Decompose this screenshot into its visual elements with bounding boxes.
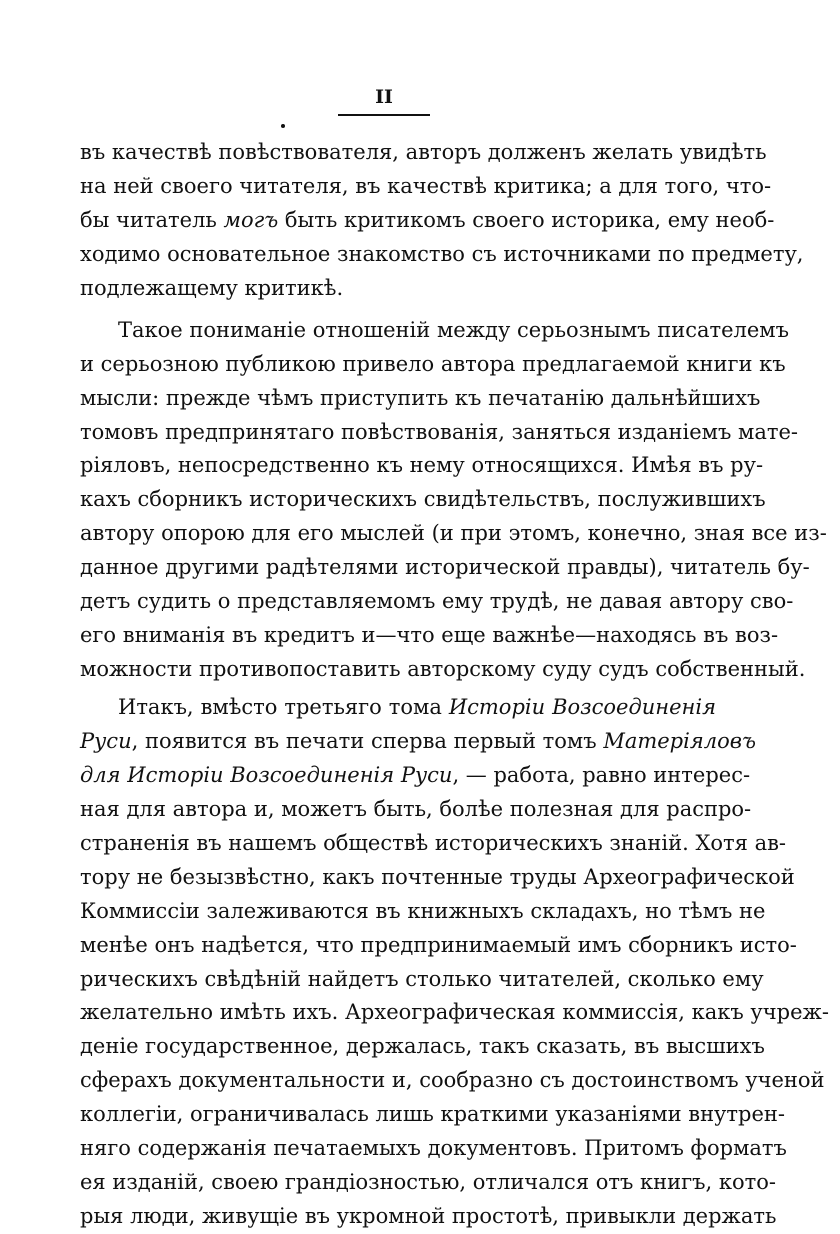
text-line: детъ судить о представляемомъ ему трудѣ, не давая автору сво- bbox=[80, 589, 794, 614]
text-line: Такое пониманіе отношеній между серьознымъ писателемъ bbox=[118, 317, 790, 342]
text-line: мысли: прежде чѣмъ приступить къ печатанію дальнѣйшихъ bbox=[80, 385, 761, 410]
text-line: ная для автора и, можетъ быть, болѣе полезная для распро- bbox=[80, 796, 752, 821]
text-line: ея изданій, своею грандіозностью, отличался отъ книгъ, кото- bbox=[80, 1170, 776, 1195]
page-header bbox=[338, 86, 430, 108]
text-line: можности противопоставить авторскому суду судъ собственный. bbox=[80, 657, 806, 682]
text-line: подлежащему критикѣ. bbox=[80, 275, 344, 300]
header-rule bbox=[338, 114, 430, 116]
text-line: желательно имѣть ихъ. Археографическая коммиссія, какъ учреж- bbox=[80, 1000, 829, 1025]
text-line: Руси, появится въ печати сперва первый томъ Матеріяловъ bbox=[80, 728, 756, 753]
ink-dot bbox=[281, 124, 285, 128]
text-line: тору не безызвѣстно, какъ почтенные труды Археографической bbox=[80, 864, 795, 889]
page-number: II bbox=[375, 86, 393, 108]
text-line: его вниманія въ кредитъ и—что еще важнѣе—находясь въ воз- bbox=[80, 623, 779, 648]
text-line: менѣе онъ надѣется, что предпринимаемый имъ сборникъ исто- bbox=[80, 932, 797, 957]
text-line: для Исторіи Возсоединенія Руси, — работа, равно интерес- bbox=[80, 762, 751, 787]
text-line: ріяловъ, непосредственно къ нему относящихся. Имѣя въ ру- bbox=[80, 453, 764, 478]
text-line: рическихъ свѣдѣній найдетъ столько читателей, сколько ему bbox=[80, 966, 764, 991]
paragraph-gap bbox=[80, 306, 716, 314]
text-line: бы читатель могъ быть критикомъ своего историка, ему необ- bbox=[80, 207, 775, 232]
text-line: автору опорою для его мыслей (и при этомъ, конечно, зная все из- bbox=[80, 521, 827, 546]
text-line: страненія въ нашемъ обществѣ историческихъ знаній. Хотя ав- bbox=[80, 830, 787, 855]
text-line: няго содержанія печатаемыхъ документовъ. Притомъ форматъ bbox=[80, 1136, 787, 1161]
text-line: томовъ предпринятаго повѣствованія, заняться изданіемъ мате- bbox=[80, 419, 799, 444]
body-text bbox=[80, 136, 829, 1234]
text-line: данное другими радѣтелями исторической правды), читатель бу- bbox=[80, 555, 810, 580]
text-line: рыя люди, живущіе въ укромной простотѣ, привыкли держать bbox=[80, 1204, 777, 1229]
text-line: деніе государственное, держалась, такъ сказать, въ высшихъ bbox=[80, 1034, 765, 1059]
text-line: ходимо основательное знакомство съ источниками по предмету, bbox=[80, 241, 804, 266]
text-line: кахъ сборникъ историческихъ свидѣтельствъ, послужившихъ bbox=[80, 487, 766, 512]
text-line: въ качествѣ повѣствователя, авторъ долженъ желать увидѣть bbox=[80, 140, 767, 164]
text-line: коллегіи, ограничивалась лишь краткими указаніями внутрен- bbox=[80, 1102, 785, 1127]
text-line: и серьозною публикою привело автора предлагаемой книги къ bbox=[80, 351, 786, 376]
text-line: сферахъ документальности и, сообразно съ достоинствомъ ученой bbox=[80, 1068, 825, 1093]
text-line: на ней своего читателя, въ качествѣ критика; а для того, что- bbox=[80, 173, 772, 198]
text-line: Итакъ, вмѣсто третьяго тома Исторіи Возсоединенія bbox=[118, 695, 716, 719]
text-line: Коммиссіи залеживаются въ книжныхъ складахъ, но тѣмъ не bbox=[80, 898, 766, 923]
